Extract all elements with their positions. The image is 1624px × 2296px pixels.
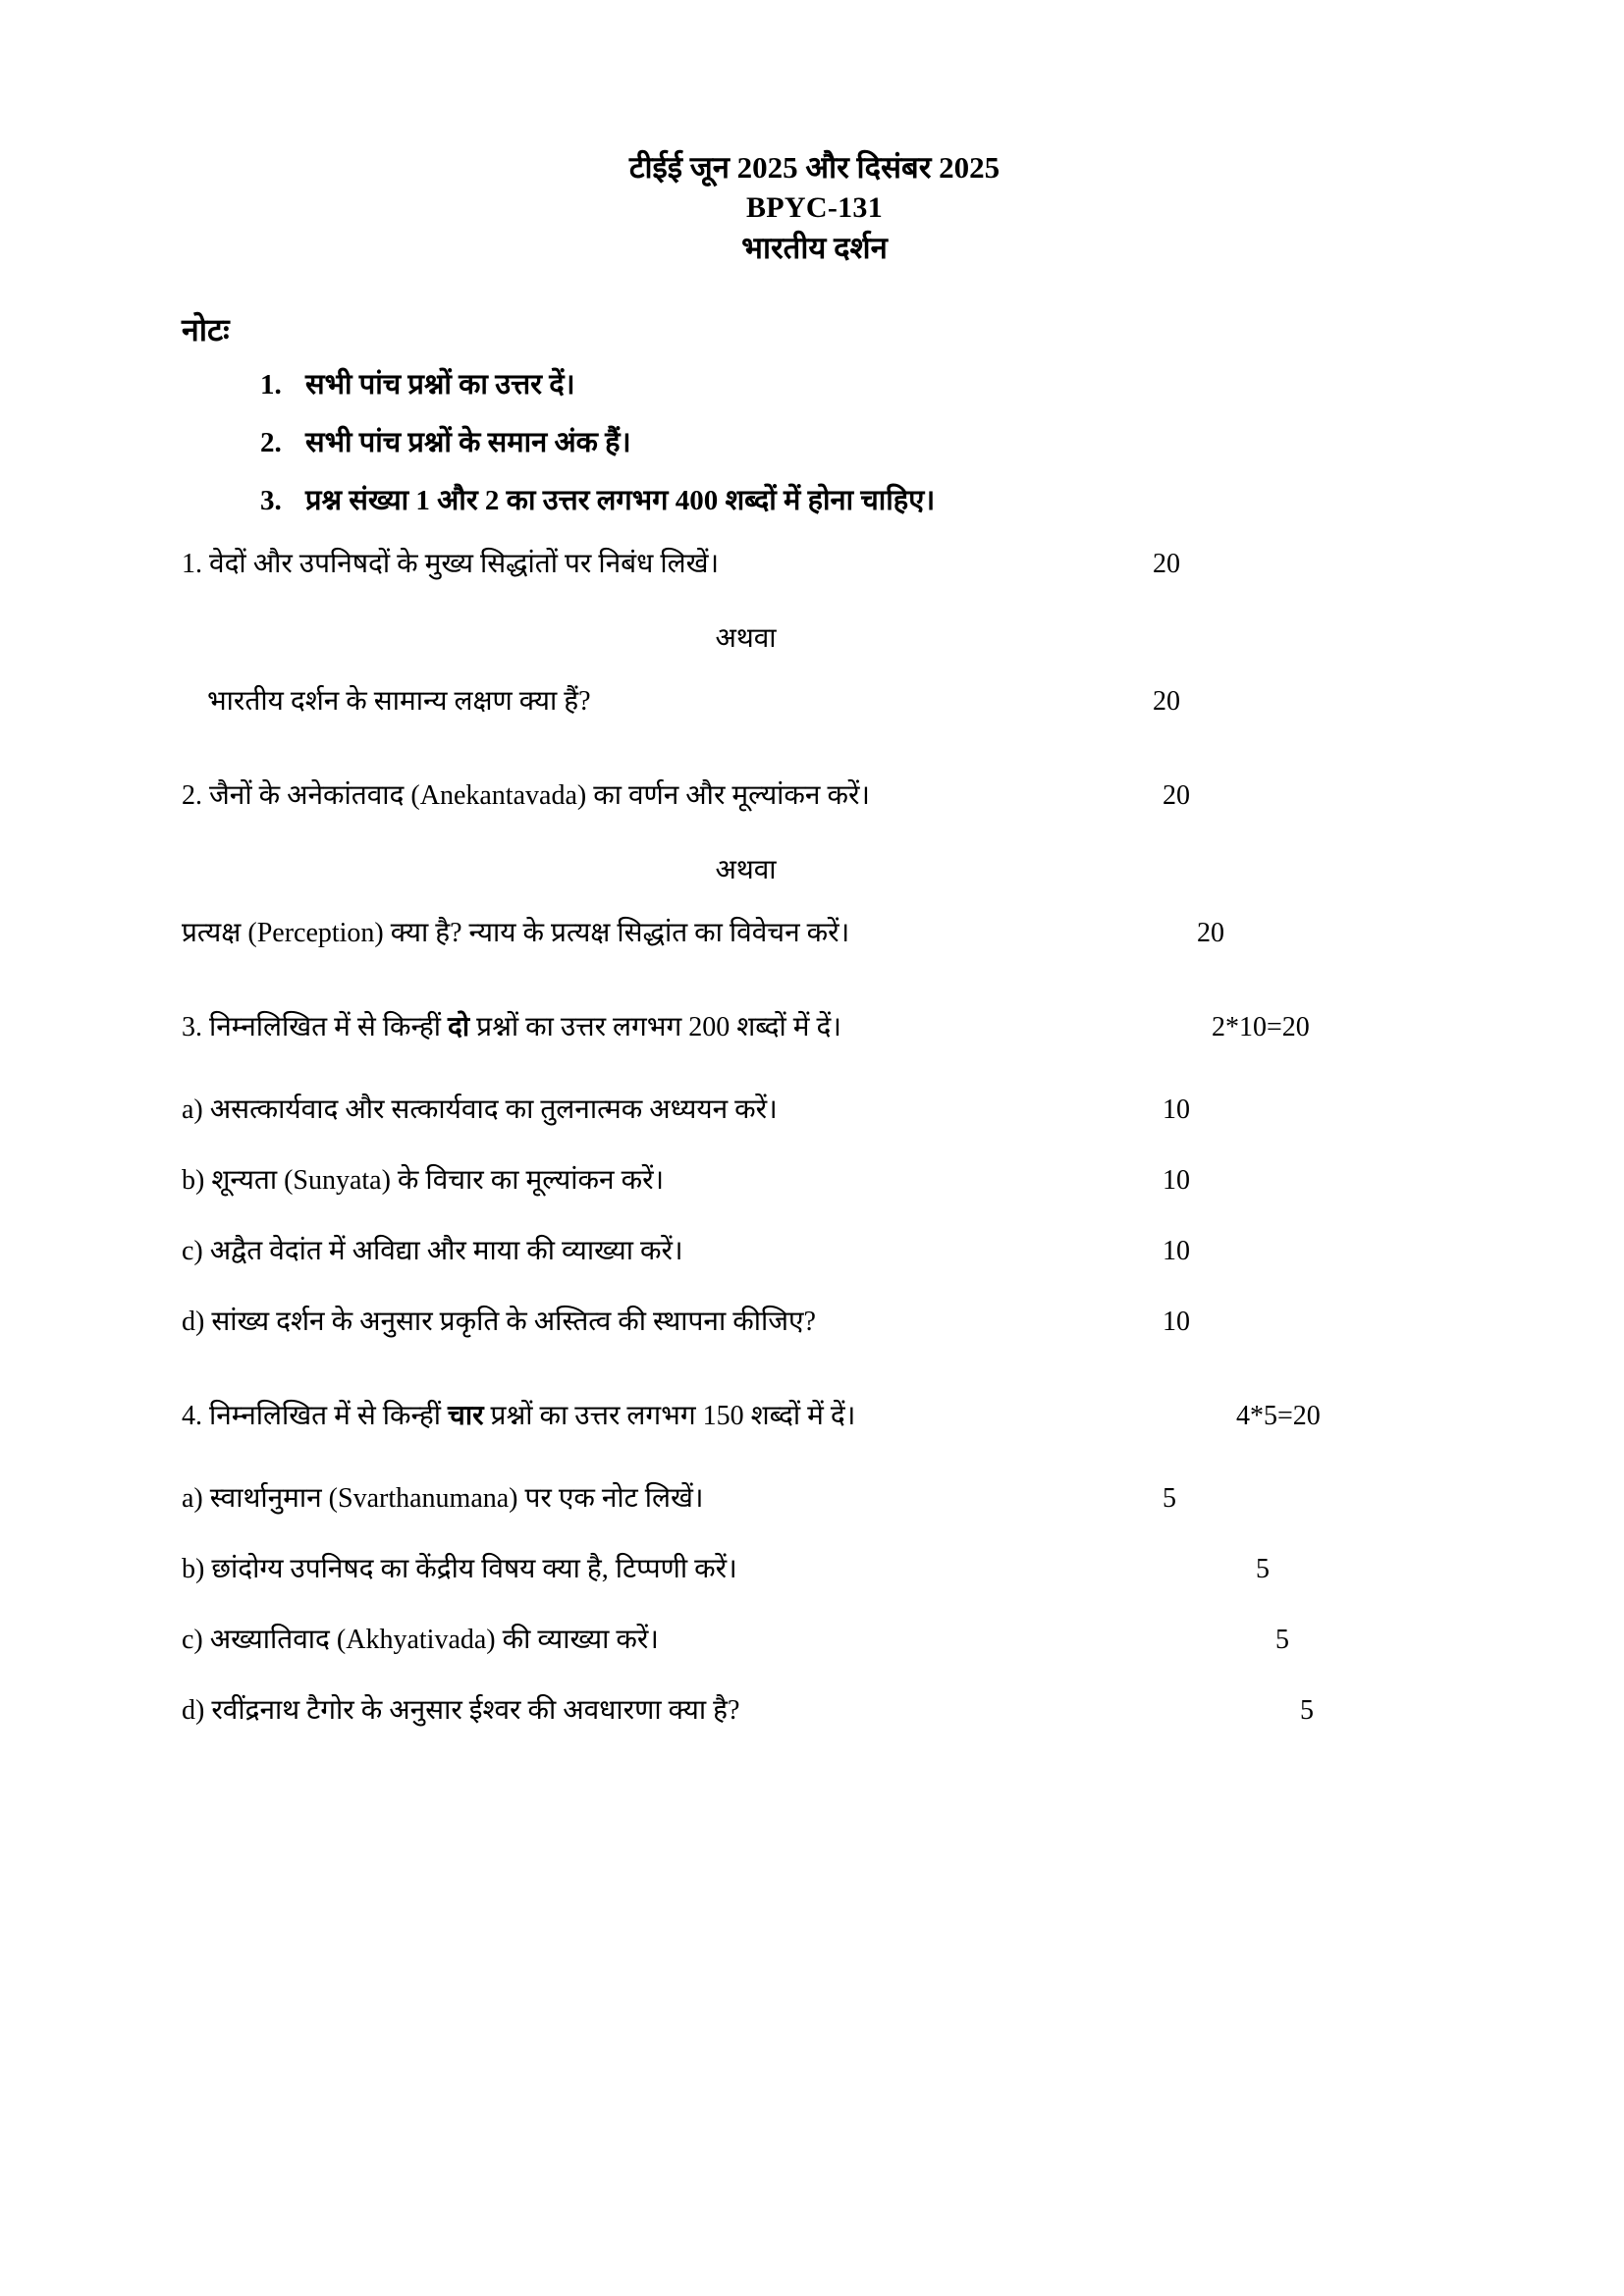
alternative-label: अथवा: [715, 855, 777, 886]
question-row: [182, 1007, 1447, 1048]
question-text: b) छांदोग्य उपनिषद का केंद्रीय विषय क्या है, टिप्पणी करें।: [182, 1554, 737, 1585]
question-text: 2. जैनों के अनेकांतवाद (Anekantavada) का वर्णन और मूल्यांकन करें।: [182, 780, 871, 812]
note-item-label: प्रश्न संख्या 1 और 2 का उत्तर लगभग 400 शब्दों में होना चाहिए।: [305, 485, 936, 517]
question-marks: 5: [1163, 1483, 1176, 1515]
question-text: d) रवींद्रनाथ टैगोर के अनुसार ईश्वर की अवधारणा क्या है?: [182, 1695, 740, 1727]
question-row: [182, 1302, 1447, 1343]
question-text-pre: 4. निम्नलिखित में से किन्हीं: [182, 1401, 449, 1432]
question-text: [182, 1396, 855, 1437]
question-text: b) शून्यता (Sunyata) के विचार का मूल्यांकन करें।: [182, 1165, 665, 1197]
question-text-emphasis: दो: [448, 1012, 470, 1043]
question-row: [182, 1090, 1447, 1131]
question-row: [182, 681, 1447, 722]
question-row: [182, 1231, 1447, 1272]
note-heading: नोटः: [182, 312, 230, 348]
note-item-label: सभी पांच प्रश्नों के समान अंक हैं।: [305, 427, 631, 459]
note-item: [260, 422, 1447, 460]
question-marks: 2*10=20: [1212, 1012, 1310, 1043]
question-marks: 20: [1197, 918, 1224, 949]
question-text: c) अख्यातिवाद (Akhyativada) की व्याख्या करें।: [182, 1625, 659, 1656]
question-text: c) अद्वैत वेदांत में अविद्या और माया की व्याख्या करें।: [182, 1236, 683, 1267]
question-row: [182, 1620, 1447, 1661]
note-item-number: 1.: [260, 369, 282, 401]
exam-session-title: टीईई जून 2025 और दिसंबर 2025: [628, 150, 1001, 185]
question-marks: 20: [1153, 549, 1180, 580]
course-title: भारतीय दर्शन: [741, 231, 888, 266]
note-item-number: 2.: [260, 427, 282, 459]
question-text-post: प्रश्नों का उत्तर लगभग 150 शब्दों में दें।: [483, 1401, 856, 1432]
question-text: 1. वेदों और उपनिषदों के मुख्य सिद्धांतों पर निबंध लिखें।: [182, 549, 720, 580]
question-row: [182, 913, 1447, 954]
course-code: BPYC-131: [745, 190, 884, 224]
note-list: [182, 364, 1447, 518]
question-row: [182, 1396, 1447, 1437]
document-header: [182, 147, 1447, 269]
question-marks: 10: [1163, 1095, 1190, 1126]
question-text-post: प्रश्नों का उत्तर लगभग 200 शब्दों में दें।: [469, 1012, 841, 1043]
question-marks: 20: [1163, 780, 1190, 812]
note-item-label: सभी पांच प्रश्नों का उत्तर दें।: [305, 369, 575, 401]
question-marks: 5: [1300, 1695, 1314, 1727]
question-text: [182, 1007, 841, 1048]
question-marks: 10: [1163, 1236, 1190, 1267]
question-row: [182, 1160, 1447, 1201]
question-row: [182, 1549, 1447, 1590]
question-row: [182, 1690, 1447, 1732]
question-text: d) सांख्य दर्शन के अनुसार प्रकृति के अस्तित्व की स्थापना कीजिए?: [182, 1307, 816, 1338]
note-item-number: 3.: [260, 485, 282, 517]
question-row: [182, 1478, 1447, 1520]
question-row: [182, 544, 1447, 585]
question-text: a) स्वार्थानुमान (Svarthanumana) पर एक नोट लिखें।: [182, 1483, 704, 1515]
question-marks: 5: [1275, 1625, 1289, 1656]
question-marks: 5: [1256, 1554, 1270, 1585]
question-text-pre: 3. निम्नलिखित में से किन्हीं: [182, 1012, 449, 1043]
note-item: [260, 480, 1447, 518]
note-item: [260, 364, 1447, 402]
question-marks: 20: [1153, 686, 1180, 718]
question-row: [182, 775, 1447, 817]
question-text: प्रत्यक्ष (Perception) क्या है? न्याय के प्रत्यक्ष सिद्धांत का विवेचन करें।: [182, 918, 850, 949]
question-marks: 10: [1163, 1307, 1190, 1338]
question-marks: 10: [1163, 1165, 1190, 1197]
question-marks: 4*5=20: [1236, 1401, 1321, 1432]
question-text-emphasis: चार: [448, 1401, 484, 1432]
question-text: a) असत्कार्यवाद और सत्कार्यवाद का तुलनात्मक अध्ययन करें।: [182, 1095, 778, 1126]
question-text: भारतीय दर्शन के सामान्य लक्षण क्या हैं?: [207, 686, 591, 718]
alternative-label: अथवा: [715, 623, 777, 655]
